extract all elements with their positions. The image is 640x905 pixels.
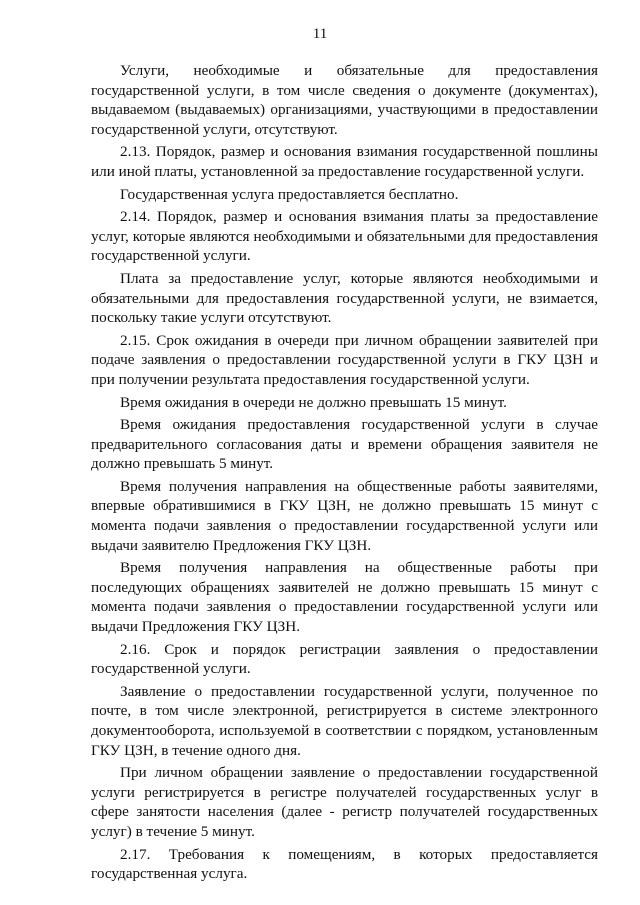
paragraph-queue-time: Время ожидания в очереди не должно превышать 15 минут. (120, 393, 507, 411)
paragraph-scheduled-wait: Время ожидания предоставления государственной услуги в случае предварительного согласования даты и времени обращения заявителя не должно превышать 5 минут. (91, 416, 598, 473)
paragraph-personal-registration: При личном обращении заявление о предоставлении государственной услуги регистрируется в регистре получателей государственных услуг в сфере занятости населения (далее - регистр получателей государственных услуг) в течение 5 минут. (91, 764, 598, 840)
section-2-14-heading: 2.14. Порядок, размер и основания взимания платы за предоставление услуг, которые являются необходимыми и обязательными для предоставления государственной услуги. (91, 208, 598, 265)
section-2-13-heading: 2.13. Порядок, размер и основания взимания государственной пошлины или иной платы, установленной за предоставление государственной услуги. (91, 143, 598, 180)
paragraph-services-absent: Услуги, необходимые и обязательные для предоставления государственной услуги, в том числе сведения о документе (документах), выдаваемом (выдаваемых) организациями, участвующими в предоставлении государственной услуги, отсутствуют. (91, 62, 598, 138)
section-2-17-heading: 2.17. Требования к помещениям, в которых предоставляется государственная услуга. (91, 845, 598, 883)
paragraph-repeat-referral: Время получения направления на общественные работы при последующих обращениях заявителей не должно превышать 15 минут с момента подачи заявления о предоставлении государственной услуги или выдачи Предложения ГКУ ЦЗН. (91, 559, 598, 636)
paragraph-no-fee: Плата за предоставление услуг, которые являются необходимыми и обязательными для предоставления государственной услуги, не взимается, поскольку такие услуги отсутствуют. (91, 269, 598, 327)
paragraph-first-referral: Время получения направления на общественные работы заявителями, впервые обратившимися в ГКУ ЦЗН, не должно превышать 15 минут с момента подачи заявления о предоставлении государственной услуги или выдачи заявителю Предложения ГКУ ЦЗН. (91, 477, 598, 554)
section-2-15-heading: 2.15. Срок ожидания в очереди при личном обращении заявителей при подаче заявления о предоставлении государственной услуги в ГКУ ЦЗН и при получении результата предоставления государственной услуги. (91, 331, 598, 388)
document-body (91, 61, 598, 887)
paragraph-free-of-charge: Государственная услуга предоставляется бесплатно. (120, 185, 459, 203)
section-2-16-heading: 2.16. Срок и порядок регистрации заявления о предоставлении государственной услуги. (91, 640, 598, 678)
page-number: 11 (312, 25, 328, 42)
paragraph-mail-registration: Заявление о предоставлении государственной услуги, полученное по почте, в том числе электронной, регистрируется в системе электронного документооборота, используемой в соответствии с порядком, установленным ГКУ ЦЗН, в течение одного дня. (91, 682, 598, 759)
